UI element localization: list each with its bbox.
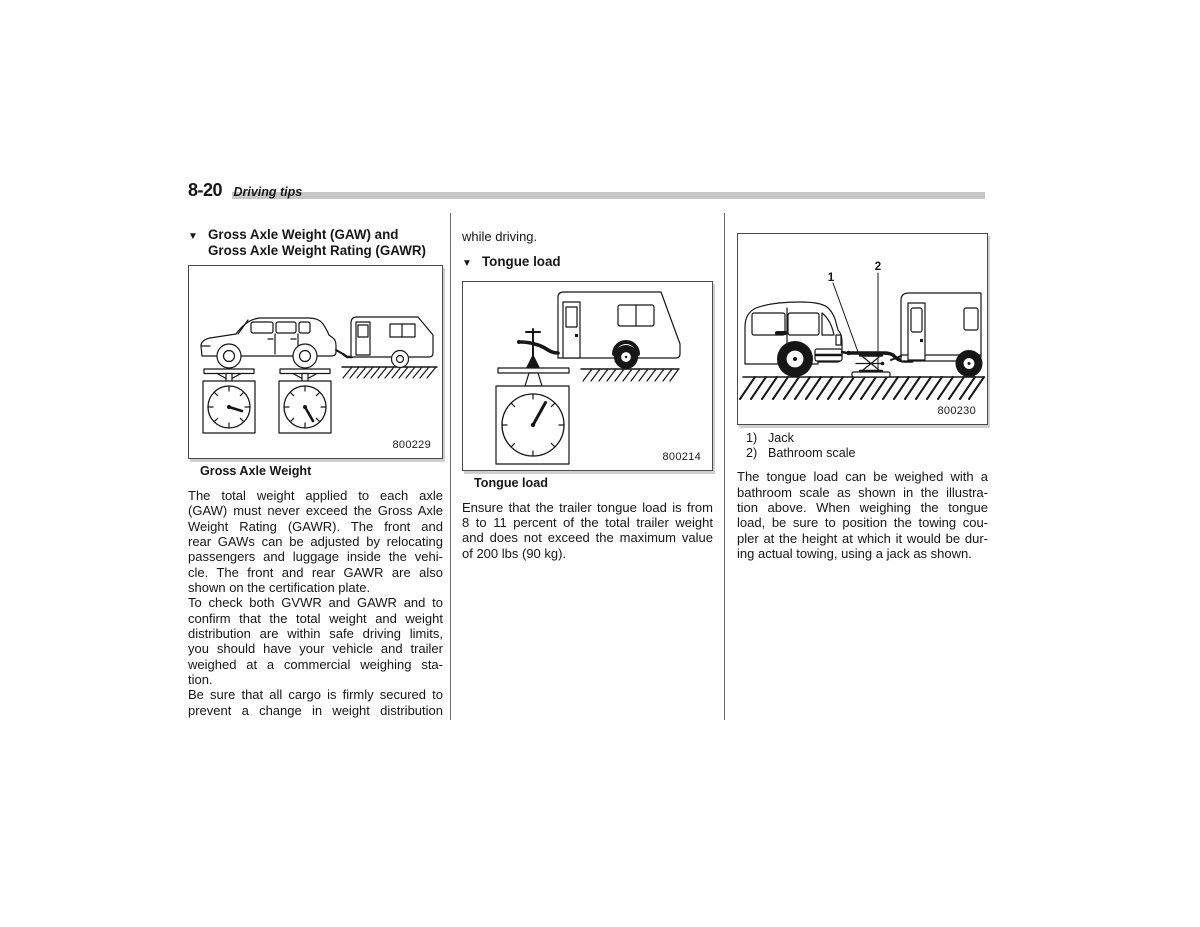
text-line: cle. The front and rear GAWR are also xyxy=(188,564,443,580)
text-line: pler at the height at which it would be dur- xyxy=(737,530,988,546)
jack-foot xyxy=(526,354,540,368)
heading-tongue-load xyxy=(462,254,713,272)
paragraph xyxy=(462,500,713,561)
door-handle xyxy=(775,331,787,335)
illustration-tongue-on-scale xyxy=(463,282,712,470)
legend-item-bathroom-scale xyxy=(746,446,988,461)
text-line: prevent a change in weight distribution xyxy=(188,702,443,718)
column-left xyxy=(188,213,443,718)
column-middle xyxy=(462,213,713,561)
text-line: Weight Rating (GAWR). The front and xyxy=(188,518,443,534)
legend-label: Jack xyxy=(768,431,794,445)
text-line: Be sure that all cargo is firmly secured to xyxy=(188,687,443,703)
axle-scale-right xyxy=(279,369,331,433)
text-line: passengers and luggage inside the vehi- xyxy=(188,549,443,565)
illustration-vehicle-on-axle-scales xyxy=(189,266,442,458)
heading-line: Tongue load xyxy=(482,254,561,269)
text-line: confirm that the total weight and weight xyxy=(188,610,443,626)
body-text-col1 xyxy=(188,488,443,718)
bathroom-scale xyxy=(852,372,890,377)
triangle-marker-icon: ▼ xyxy=(188,231,198,242)
text-line: load, be sure to position the towing cou- xyxy=(737,515,988,531)
heading-line: Gross Axle Weight Rating (GAWR) xyxy=(208,242,426,258)
text-line: weighed at a commercial weighing sta- xyxy=(188,656,443,672)
paragraph xyxy=(188,595,443,687)
figure-number: 800230 xyxy=(937,405,976,417)
text-line: shown on the certification plate. xyxy=(188,580,371,596)
body-text-col3 xyxy=(737,469,988,561)
figure-caption: Gross Axle Weight xyxy=(200,464,312,478)
station-wagon-drawing xyxy=(201,318,352,368)
ground-hatch xyxy=(581,369,679,381)
scissor-jack xyxy=(856,356,884,372)
figure-gross-axle-weight xyxy=(188,265,443,459)
header-rule xyxy=(232,192,985,199)
text-line: The total weight applied to each axle xyxy=(188,488,443,503)
trailer-drawing xyxy=(351,317,433,368)
text-line: 8 to 11 percent of the total trailer weight xyxy=(462,514,713,530)
paragraph xyxy=(188,488,443,595)
illustration-weighing-tongue-with-jack xyxy=(738,234,987,424)
figure-jack-bathroom-scale xyxy=(737,233,988,425)
tongue-scale xyxy=(496,368,569,464)
figure-number: 800229 xyxy=(392,439,431,451)
triangle-marker-icon: ▼ xyxy=(462,258,472,269)
figure-caption: Tongue load xyxy=(474,475,548,490)
text-line: tion above. When weighing the tongue xyxy=(737,499,988,515)
legend-number: 2) xyxy=(746,445,758,460)
text-line: (GAW) must never exceed the Gross Axle xyxy=(188,503,443,519)
paragraph-continuation: while driving. xyxy=(462,229,538,244)
tongue-and-coupler xyxy=(517,329,558,368)
text-line: To check both GVWR and GAWR and to xyxy=(188,595,443,611)
page-number: 8-20 xyxy=(188,180,223,200)
text-line: rear GAWs can be adjusted by relocating xyxy=(188,534,443,550)
taillight xyxy=(836,335,841,345)
trailer-drawing xyxy=(891,293,983,377)
text-line: distribution are within safe driving limits, xyxy=(188,626,443,642)
legend-label: Bathroom scale xyxy=(768,445,856,460)
page-header xyxy=(188,180,985,204)
text-line: tion. xyxy=(188,672,213,688)
figure-number: 800214 xyxy=(662,450,701,463)
column-divider-1 xyxy=(450,213,451,720)
text-line: Ensure that the trailer tongue load is from xyxy=(462,499,713,515)
legend-item-jack xyxy=(746,431,988,446)
column-right xyxy=(737,213,988,561)
text-line: bathroom scale as shown in the illustra- xyxy=(737,484,988,500)
text-line: of 200 lbs (90 kg). xyxy=(462,545,567,561)
text-line: and does not exceed the maximum value xyxy=(462,530,713,546)
text-line: you should have your vehicle and trailer xyxy=(188,641,443,657)
figure-legend xyxy=(737,431,988,460)
heading-line: Gross Axle Weight (GAW) and xyxy=(208,227,399,242)
ground-hatch xyxy=(740,377,984,399)
paragraph xyxy=(737,469,988,561)
station-wagon-rear-drawing xyxy=(745,302,851,377)
text-line: The tongue load can be weighed with a xyxy=(737,469,988,485)
text-line: ing actual towing, using a jack as shown. xyxy=(737,545,972,561)
section-title: Driving tips xyxy=(233,185,303,199)
body-text-col2 xyxy=(462,500,713,561)
legend-number: 1) xyxy=(746,431,758,445)
callout-1: 1 xyxy=(827,272,835,284)
callout-2: 2 xyxy=(874,261,882,273)
heading-gross-axle-weight xyxy=(188,227,443,258)
figure-tongue-load xyxy=(462,281,713,471)
trailer-drawing xyxy=(558,292,680,369)
axle-scale-left xyxy=(203,369,255,433)
paragraph xyxy=(188,687,443,718)
column-divider-2 xyxy=(724,213,725,720)
content-columns xyxy=(188,213,988,720)
ground-hatch xyxy=(342,367,437,378)
